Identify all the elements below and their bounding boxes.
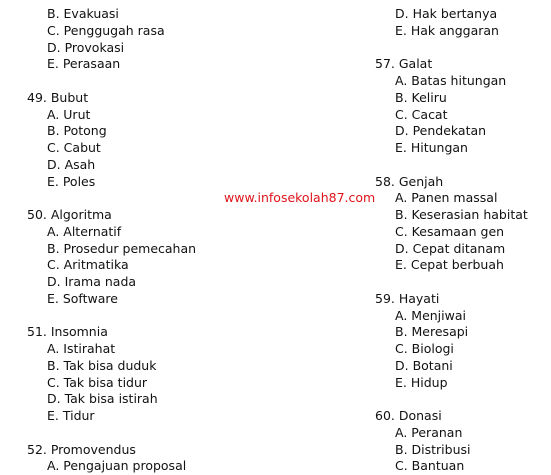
option-line: C. Aritmatika (47, 257, 129, 273)
option-line: C. Kesamaan gen (395, 223, 505, 239)
option-line: C. Cacat (395, 106, 448, 122)
option-line: A. Alternatif (47, 223, 122, 239)
option-line: B. Evakuasi (47, 6, 119, 21)
question-52: 52. Promovendus (27, 441, 136, 457)
spacer (27, 425, 196, 442)
spacer (27, 73, 196, 90)
option-line: D. Hak bertanya (395, 6, 498, 21)
right-column (375, 6, 528, 475)
option-line: D. Irama nada (47, 274, 137, 289)
option-line: C. Penggugah rasa (47, 22, 165, 38)
option-line: A. Panen massal (395, 190, 498, 206)
option-line: E. Perasaan (47, 56, 121, 72)
option-line: B. Distribusi (395, 441, 471, 457)
option-line: C. Biologi (395, 341, 454, 356)
option-line: E. Tidur (47, 408, 95, 423)
spacer (375, 391, 528, 408)
option-line: A. Pengajuan proposal (47, 458, 187, 474)
option-line: D. Asah (47, 156, 96, 172)
option-line: E. Software (47, 290, 118, 306)
option-line: D. Provokasi (47, 39, 125, 55)
option-line: E. Hak anggaran (395, 22, 499, 38)
option-line: B. Keliru (395, 89, 447, 105)
left-column (27, 6, 196, 475)
option-line: D. Cepat ditanam (395, 240, 506, 256)
option-line: B. Potong (47, 123, 107, 139)
spacer (375, 274, 528, 291)
question-58: 58. Genjah (375, 173, 444, 189)
option-line: B. Keserasian habitat (395, 207, 528, 222)
option-line: D. Pendekatan (395, 123, 487, 139)
question-60: 60. Donasi (375, 408, 442, 423)
spacer (27, 190, 196, 207)
question-51: 51. Insomnia (27, 324, 108, 340)
option-line: A. Istirahat (47, 341, 116, 356)
option-line: A. Batas hitungan (395, 73, 507, 88)
option-line: E. Hidup (395, 374, 448, 390)
option-line: B. Meresapi (395, 324, 469, 340)
option-line: A. Urut (47, 106, 91, 122)
option-line: D. Botani (395, 357, 453, 373)
option-line: C. Cabut (47, 140, 101, 155)
question-57: 57. Galat (375, 56, 433, 72)
spacer (375, 157, 528, 174)
option-line: C. Bantuan (395, 458, 465, 474)
option-line: E. Poles (47, 173, 96, 189)
option-line: C. Tak bisa tidur (47, 374, 148, 390)
option-line: D. Tak bisa istirah (47, 391, 158, 407)
watermark-url: www.infosekolah87.com (224, 190, 376, 205)
question-59: 59. Hayati (375, 290, 440, 306)
question-49: 49. Bubut (27, 89, 89, 105)
option-line: B. Tak bisa duduk (47, 357, 157, 373)
option-line: A. Peranan (395, 424, 463, 440)
spacer (27, 308, 196, 325)
question-50: 50. Algoritma (27, 207, 112, 222)
option-line: A. Menjiwai (395, 307, 466, 323)
option-line: E. Hitungan (395, 140, 468, 155)
option-line: E. Cepat berbuah (395, 257, 504, 273)
option-line: B. Prosedur pemecahan (47, 240, 197, 256)
spacer (375, 40, 528, 57)
